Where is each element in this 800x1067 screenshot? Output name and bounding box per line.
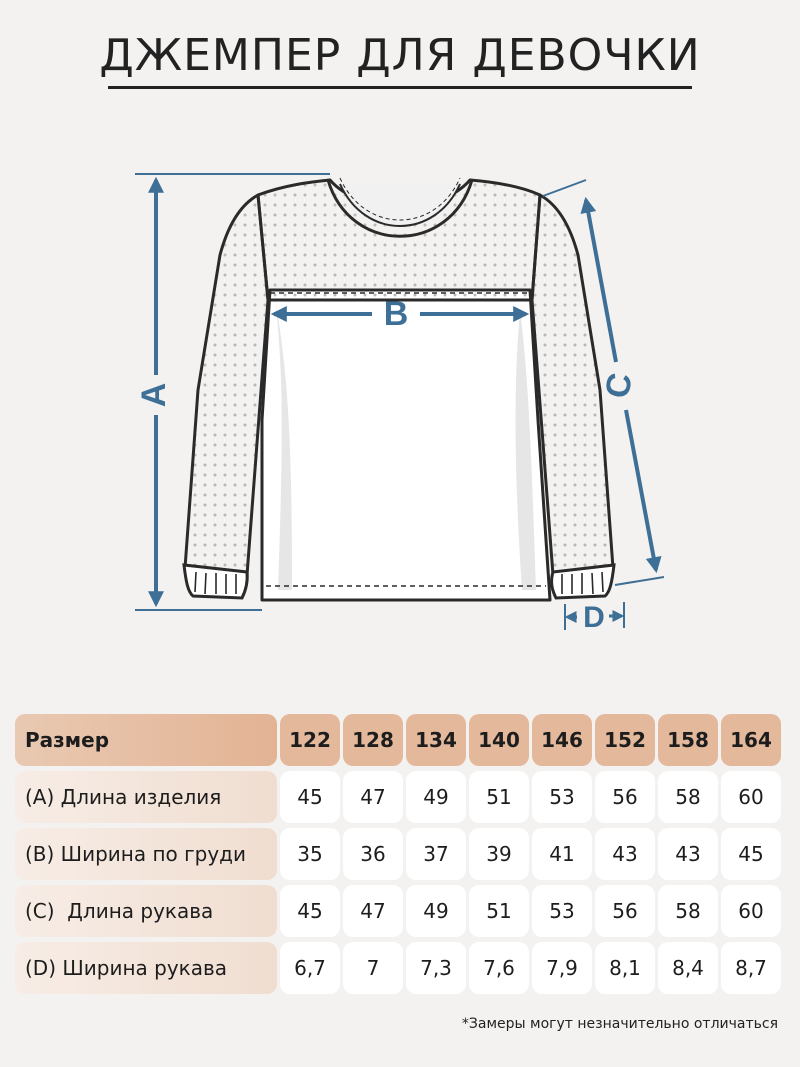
value-cell: 47 — [343, 771, 403, 823]
value-cell: 53 — [532, 771, 592, 823]
row-label: (D) Ширина рукава — [15, 942, 277, 994]
value-cell: 43 — [595, 828, 655, 880]
size-header-cell: 146 — [532, 714, 592, 766]
jumper-body-lower — [262, 290, 550, 600]
value-cell: 56 — [595, 771, 655, 823]
value-cell: 45 — [721, 828, 781, 880]
value-cell: 36 — [343, 828, 403, 880]
value-cell: 7,6 — [469, 942, 529, 994]
value-cell: 43 — [658, 828, 718, 880]
dimension-b-label: B — [383, 294, 409, 333]
dimension-d — [565, 601, 624, 634]
value-cell: 6,7 — [280, 942, 340, 994]
value-cell: 7,9 — [532, 942, 592, 994]
value-cell: 7,3 — [406, 942, 466, 994]
row-label: (B) Ширина по груди — [15, 828, 277, 880]
size-header-cell: 140 — [469, 714, 529, 766]
value-cell: 47 — [343, 885, 403, 937]
value-cell: 41 — [532, 828, 592, 880]
value-cell: 7 — [343, 942, 403, 994]
table-row-b — [15, 828, 785, 880]
value-cell: 58 — [658, 771, 718, 823]
value-cell: 35 — [280, 828, 340, 880]
value-cell: 8,4 — [658, 942, 718, 994]
dimension-c-label: C — [598, 370, 640, 402]
row-label: (A) Длина изделия — [15, 771, 277, 823]
size-header-cell: 134 — [406, 714, 466, 766]
dimension-d-label: D — [583, 600, 605, 634]
table-row-c — [15, 885, 785, 937]
value-cell: 58 — [658, 885, 718, 937]
size-header-cell: 164 — [721, 714, 781, 766]
value-cell: 53 — [532, 885, 592, 937]
value-cell: 49 — [406, 771, 466, 823]
size-header-cell: 122 — [280, 714, 340, 766]
size-header-cell: 158 — [658, 714, 718, 766]
value-cell: 45 — [280, 771, 340, 823]
size-header-cell: 128 — [343, 714, 403, 766]
header-label-cell: Размер — [15, 714, 277, 766]
value-cell: 37 — [406, 828, 466, 880]
value-cell: 51 — [469, 771, 529, 823]
page-title: ДЖЕМПЕР ДЛЯ ДЕВОЧКИ — [99, 30, 701, 81]
value-cell: 51 — [469, 885, 529, 937]
value-cell: 56 — [595, 885, 655, 937]
value-cell: 49 — [406, 885, 466, 937]
value-cell: 8,1 — [595, 942, 655, 994]
row-label: (C) Длина рукава — [15, 885, 277, 937]
value-cell: 8,7 — [721, 942, 781, 994]
value-cell: 60 — [721, 771, 781, 823]
footnote: *Замеры могут незначительно отличаться — [461, 1016, 778, 1032]
title-underline — [108, 86, 692, 89]
size-table-header-row — [15, 714, 785, 766]
table-row-d — [15, 942, 785, 994]
table-row-a — [15, 771, 785, 823]
size-header-cell: 152 — [595, 714, 655, 766]
value-cell: 39 — [469, 828, 529, 880]
left-sleeve — [184, 195, 268, 598]
dimension-a-label: A — [134, 382, 173, 408]
jumper-measurement-diagram — [0, 150, 800, 650]
value-cell: 60 — [721, 885, 781, 937]
value-cell: 45 — [280, 885, 340, 937]
